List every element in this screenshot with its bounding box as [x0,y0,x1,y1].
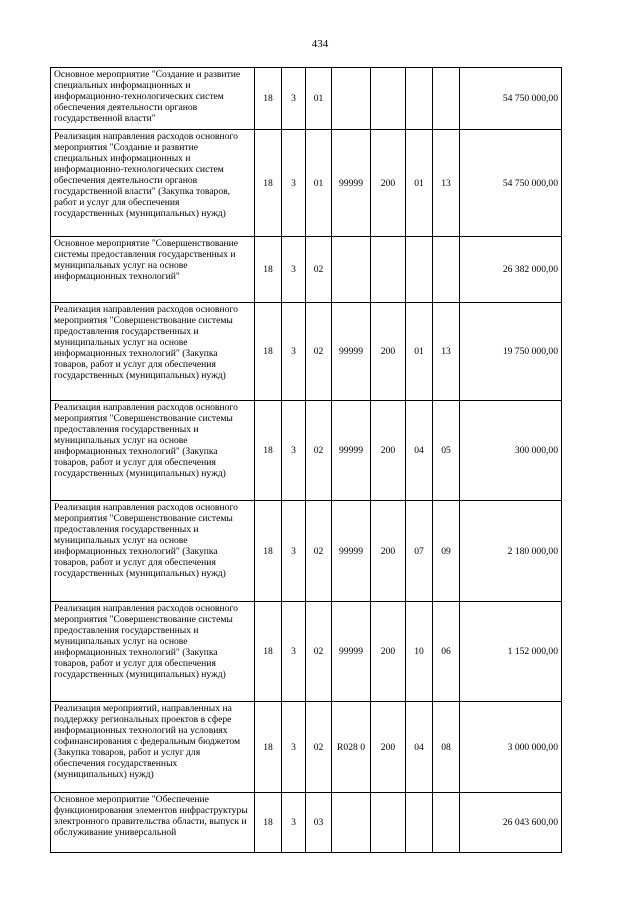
table-row [51,501,562,602]
code-4-cell: 99999 [332,401,371,501]
table-row [51,401,562,501]
code-6-cell: 01 [406,130,433,237]
code-1-cell: 18 [255,237,282,303]
code-7-cell: 06 [433,602,460,702]
table-row [51,130,562,237]
code-1-cell: 18 [255,303,282,401]
code-3-cell: 02 [306,702,332,793]
amount-cell: 300 000,00 [460,401,562,501]
code-2-cell: 3 [282,602,306,702]
code-5-cell: 200 [371,130,406,237]
code-3-cell: 02 [306,602,332,702]
amount-cell: 26 382 000,00 [460,237,562,303]
amount-cell: 54 750 000,00 [460,68,562,130]
code-1-cell: 18 [255,501,282,602]
code-5-cell: 200 [371,401,406,501]
code-2-cell: 3 [282,793,306,853]
code-7-cell [433,68,460,130]
code-2-cell: 3 [282,501,306,602]
code-7-cell: 08 [433,702,460,793]
code-6-cell [406,793,433,853]
code-6-cell: 07 [406,501,433,602]
code-4-cell [332,237,371,303]
code-7-cell: 09 [433,501,460,602]
code-6-cell [406,237,433,303]
table-row [51,793,562,853]
code-1-cell: 18 [255,130,282,237]
code-6-cell: 10 [406,602,433,702]
code-4-cell: 99999 [332,501,371,602]
code-7-cell: 13 [433,303,460,401]
amount-cell: 3 000 000,00 [460,702,562,793]
row-name-cell: Основное мероприятие "Обеспечение функционирования элементов инфраструктуры электронного правительства области, выпуск и обслуживание универсальной [51,793,255,853]
code-4-cell: 99999 [332,130,371,237]
code-7-cell [433,793,460,853]
code-3-cell: 02 [306,303,332,401]
code-4-cell [332,793,371,853]
code-7-cell [433,237,460,303]
table-row [51,68,562,130]
code-1-cell: 18 [255,602,282,702]
code-4-cell: R028 0 [332,702,371,793]
code-5-cell [371,793,406,853]
code-5-cell [371,68,406,130]
code-5-cell: 200 [371,501,406,602]
table-row [51,702,562,793]
code-6-cell [406,68,433,130]
code-6-cell: 04 [406,401,433,501]
row-name-cell: Реализация направления расходов основного мероприятия "Совершенствование системы предоставления государственных и муниципальных услуг на основе информационных технологий" (Закупка товаров, работ и услуг для обеспечения государственных (муниципальных) нужд) [51,401,255,501]
table-row [51,602,562,702]
table-row [51,303,562,401]
amount-cell: 26 043 600,00 [460,793,562,853]
row-name-cell: Основное мероприятие "Создание и развитие специальных информационных и информационно-технологических систем обеспечения деятельности органов государственной власти" [51,68,255,130]
code-1-cell: 18 [255,401,282,501]
page-number: 434 [311,38,329,50]
row-name-cell: Реализация направления расходов основного мероприятия "Совершенствование системы предоставления государственных и муниципальных услуг на основе информационных технологий" (Закупка товаров, работ и услуг для обеспечения государственных (муниципальных) нужд) [51,501,255,602]
code-5-cell: 200 [371,303,406,401]
amount-cell: 2 180 000,00 [460,501,562,602]
amount-cell: 19 750 000,00 [460,303,562,401]
amount-cell: 54 750 000,00 [460,130,562,237]
table-row [51,237,562,303]
code-1-cell: 18 [255,793,282,853]
code-6-cell: 04 [406,702,433,793]
code-2-cell: 3 [282,130,306,237]
code-2-cell: 3 [282,68,306,130]
code-2-cell: 3 [282,303,306,401]
code-3-cell: 02 [306,401,332,501]
row-name-cell: Реализация направления расходов основного мероприятия "Совершенствование системы предоставления государственных и муниципальных услуг на основе информационных технологий" (Закупка товаров, работ и услуг для обеспечения государственных (муниципальных) нужд) [51,303,255,401]
code-5-cell: 200 [371,602,406,702]
code-4-cell [332,68,371,130]
code-2-cell: 3 [282,702,306,793]
code-2-cell: 3 [282,401,306,501]
amount-cell: 1 152 000,00 [460,602,562,702]
code-2-cell: 3 [282,237,306,303]
budget-table [50,67,562,853]
code-1-cell: 18 [255,68,282,130]
code-7-cell: 13 [433,130,460,237]
code-5-cell [371,237,406,303]
row-name-cell: Основное мероприятие "Совершенствование системы предоставления государственных и муниципальных услуг на основе информационных технологий" [51,237,255,303]
row-name-cell: Реализация направления расходов основного мероприятия "Создание и развитие специальных информационных и информационно-технологических систем обеспечения деятельности органов государственной власти" (Закупка товаров, работ и услуг для обеспечения государственных (муниципальных) нужд) [51,130,255,237]
code-4-cell: 99999 [332,303,371,401]
code-6-cell: 01 [406,303,433,401]
code-4-cell: 99999 [332,602,371,702]
row-name-cell: Реализация направления расходов основного мероприятия "Совершенствование системы предоставления государственных и муниципальных услуг на основе информационных технологий" (Закупка товаров, работ и услуг для обеспечения государственных (муниципальных) нужд) [51,602,255,702]
code-5-cell: 200 [371,702,406,793]
code-3-cell: 01 [306,68,332,130]
code-3-cell: 02 [306,501,332,602]
code-3-cell: 03 [306,793,332,853]
code-3-cell: 01 [306,130,332,237]
code-7-cell: 05 [433,401,460,501]
code-3-cell: 02 [306,237,332,303]
row-name-cell: Реализация мероприятий, направленных на поддержку региональных проектов в сфере информационных технологий на условиях софинансирования с федеральным бюджетом (Закупка товаров, работ и услуг для обеспечения государственных (муниципальных) нужд) [51,702,255,793]
code-1-cell: 18 [255,702,282,793]
